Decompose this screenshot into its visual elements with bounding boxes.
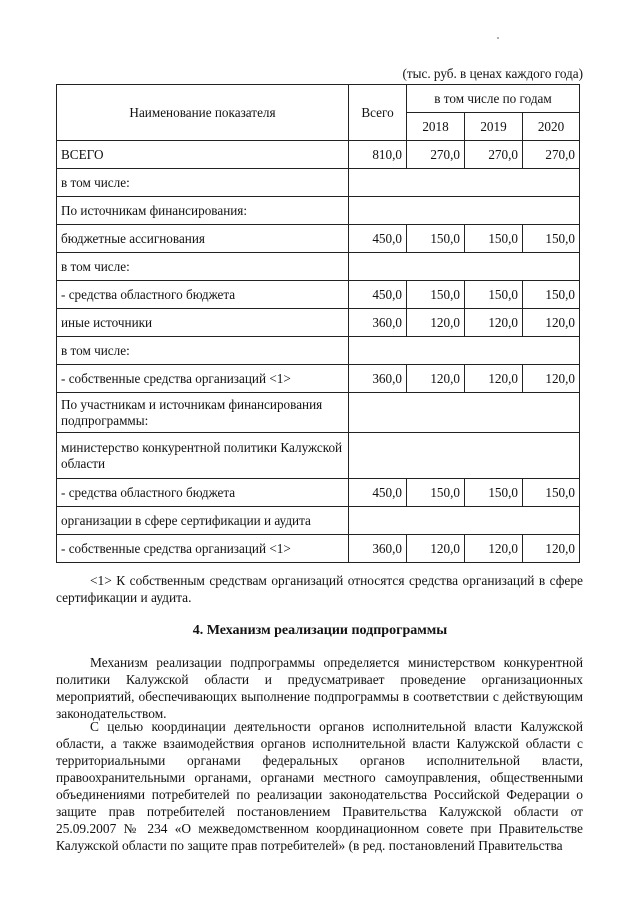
row-2020: 150,0 — [523, 225, 580, 253]
row-2018: 150,0 — [407, 479, 465, 507]
row-total: 450,0 — [349, 281, 407, 309]
row-2019: 120,0 — [465, 365, 523, 393]
row-label: ВСЕГО — [57, 141, 349, 169]
table-row — [57, 253, 580, 281]
row-label: - собственные средства организаций <1> — [57, 535, 349, 563]
row-empty — [349, 197, 580, 225]
row-2018: 270,0 — [407, 141, 465, 169]
row-total: 360,0 — [349, 365, 407, 393]
row-2019: 150,0 — [465, 225, 523, 253]
row-label: министерство конкурентной политики Калужской области — [57, 433, 349, 479]
row-empty — [349, 393, 580, 433]
table-row — [57, 507, 580, 535]
row-total: 450,0 — [349, 225, 407, 253]
row-label: - средства областного бюджета — [57, 479, 349, 507]
row-label: По участникам и источникам финансирования подпрограммы: — [57, 393, 349, 433]
table-row — [57, 393, 580, 433]
row-2018: 120,0 — [407, 365, 465, 393]
row-label: организации в сфере сертификации и аудита — [57, 507, 349, 535]
row-2019: 150,0 — [465, 479, 523, 507]
row-label: - средства областного бюджета — [57, 281, 349, 309]
row-2020: 270,0 — [523, 141, 580, 169]
header-total: Всего — [349, 85, 407, 141]
row-total: 810,0 — [349, 141, 407, 169]
table-row — [57, 535, 580, 563]
row-empty — [349, 169, 580, 197]
row-label: в том числе: — [57, 169, 349, 197]
row-label: в том числе: — [57, 337, 349, 365]
section-heading: 4. Механизм реализации подпрограммы — [192, 623, 448, 638]
header-year-2020: 2020 — [523, 113, 580, 141]
paragraph-1: Механизм реализации подпрограммы определяется министерством конкурентной политики Калужской области и предусматривает проведение организационных мероприятий, обеспечивающих выполнение подпрограммы в соответствии с действующим законодательством. — [56, 655, 583, 721]
row-empty — [349, 433, 580, 479]
header-indicator-name: Наименование показателя — [57, 85, 349, 141]
table-row — [57, 337, 580, 365]
table-header-row — [57, 85, 580, 113]
row-total: 360,0 — [349, 535, 407, 563]
table-row — [57, 309, 580, 337]
row-2019: 120,0 — [465, 535, 523, 563]
footnote: <1> К собственным средствам организаций относятся средства организаций в сфере сертификации и аудита. — [56, 573, 583, 605]
table-row — [57, 365, 580, 393]
row-label: бюджетные ассигнования — [57, 225, 349, 253]
header-year-2018: 2018 — [407, 113, 465, 141]
financing-table — [56, 84, 580, 563]
row-2018: 120,0 — [407, 309, 465, 337]
table-row — [57, 281, 580, 309]
header-years-group: в том числе по годам — [407, 85, 580, 113]
header-year-2019: 2019 — [465, 113, 523, 141]
units-note: (тыс. руб. в ценах каждого года) — [402, 66, 583, 81]
row-2019: 150,0 — [465, 281, 523, 309]
row-empty — [349, 337, 580, 365]
row-empty — [349, 507, 580, 535]
row-label: По источникам финансирования: — [57, 197, 349, 225]
row-label: иные источники — [57, 309, 349, 337]
table-row — [57, 141, 580, 169]
row-2020: 120,0 — [523, 535, 580, 563]
row-label: в том числе: — [57, 253, 349, 281]
row-2020: 120,0 — [523, 309, 580, 337]
paragraph-2: С целью координации деятельности органов исполнительной власти Калужской области, а также взаимодействия органов исполнительной власти Калужской области с территориальными органами федеральных органов исполнительной власти, правоохранительными органами, органами местного самоуправления, общественными объединениями потребителей по реализации законодательства Российской Федерации о защите прав потребителей постановлением Правительства Калужской области от 25.09.2007 № 234 «О межведомственном координационном совете при Правительстве Калужской области по защите прав потребителей» (в ред. постановлений Правительства — [56, 719, 583, 853]
row-2018: 150,0 — [407, 225, 465, 253]
scan-speck — [497, 37, 499, 39]
row-2020: 150,0 — [523, 479, 580, 507]
row-2018: 120,0 — [407, 535, 465, 563]
table-row — [57, 433, 580, 479]
table-row — [57, 225, 580, 253]
table-row — [57, 479, 580, 507]
row-label: - собственные средства организаций <1> — [57, 365, 349, 393]
row-2020: 120,0 — [523, 365, 580, 393]
table-row — [57, 197, 580, 225]
row-total: 450,0 — [349, 479, 407, 507]
row-2019: 270,0 — [465, 141, 523, 169]
row-2019: 120,0 — [465, 309, 523, 337]
row-total: 360,0 — [349, 309, 407, 337]
row-2018: 150,0 — [407, 281, 465, 309]
row-2020: 150,0 — [523, 281, 580, 309]
table-row — [57, 169, 580, 197]
row-empty — [349, 253, 580, 281]
